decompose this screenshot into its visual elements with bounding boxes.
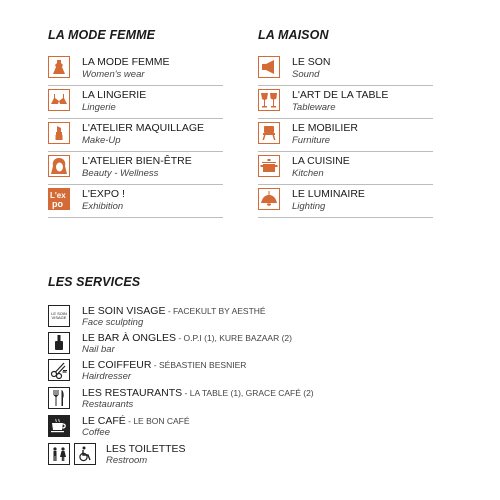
- service-item[interactable]: [48, 305, 368, 333]
- item-name: LE SON: [292, 56, 331, 68]
- item-sub: Lighting: [292, 201, 326, 212]
- chair-icon: [258, 122, 280, 144]
- item-sub: Women's wear: [82, 69, 145, 80]
- bra-icon: [48, 89, 70, 111]
- soin-visage-icon: [48, 305, 70, 327]
- svg-text:po: po: [52, 199, 63, 209]
- service-provider: - LE BON CAFÉ: [125, 416, 190, 426]
- service-provider: - LA TABLE (1), GRACE CAFÉ (2): [182, 388, 314, 398]
- item-sub: Sound: [292, 69, 320, 80]
- service-provider: - SÉBASTIEN BESNIER: [151, 360, 247, 370]
- service-sub: Face sculpting: [82, 317, 144, 328]
- list-item[interactable]: [258, 185, 433, 218]
- item-name: LA CUISINE: [292, 155, 350, 167]
- pot-icon: [258, 155, 280, 177]
- item-sub: Lingerie: [82, 102, 116, 113]
- service-sub: Nail bar: [82, 344, 115, 355]
- service-provider: - FACEKULT BY AESTHÉ: [165, 306, 266, 316]
- service-title: LE SOIN VISAGE: [82, 305, 166, 317]
- list-item[interactable]: [258, 119, 433, 152]
- coffee-cup-icon: [48, 415, 70, 437]
- cutlery-icon: [48, 387, 70, 409]
- lipstick-icon: [48, 122, 70, 144]
- item-sub: Kitchen: [292, 168, 324, 179]
- item-name: L'ATELIER MAQUILLAGE: [82, 122, 205, 134]
- service-title: LES TOILETTES: [106, 443, 186, 455]
- speaker-icon: [258, 56, 280, 78]
- service-provider: - O.P.I (1), KURE BAZAAR (2): [175, 333, 292, 343]
- list-item[interactable]: [48, 53, 223, 86]
- item-name: L'ATELIER BIEN-ÊTRE: [82, 155, 192, 167]
- svg-text:L'ex: L'ex: [50, 191, 66, 200]
- service-sub: Hairdresser: [82, 371, 132, 382]
- service-sub: Coffee: [82, 427, 110, 438]
- service-item[interactable]: [48, 332, 368, 360]
- service-name: [82, 305, 266, 317]
- service-name: [82, 443, 186, 455]
- service-title: LE COIFFEUR: [82, 359, 152, 371]
- list-item[interactable]: [48, 119, 223, 152]
- service-name: [82, 415, 190, 427]
- heading-mode-femme: LA MODE FEMME: [48, 28, 156, 42]
- nail-polish-icon: [48, 332, 70, 354]
- heading-les-services: LES SERVICES: [48, 275, 141, 289]
- scissors-comb-icon: [48, 359, 70, 381]
- item-name: LA LINGERIE: [82, 89, 147, 101]
- service-name: [82, 387, 314, 399]
- expo-logo-icon: [48, 188, 70, 210]
- item-sub: Make-Up: [82, 135, 121, 146]
- item-sub: Beauty - Wellness: [82, 168, 159, 179]
- soin-visage-icon-label: LE SOIN VISAGE: [51, 310, 67, 320]
- item-sub: Furniture: [292, 135, 331, 146]
- item-name: L'ART DE LA TABLE: [292, 89, 389, 101]
- glasses-icon: [258, 89, 280, 111]
- list-item[interactable]: [258, 53, 433, 86]
- service-title: LE CAFÉ: [82, 415, 126, 427]
- service-sub: Restaurants: [82, 399, 134, 410]
- item-name: LE MOBILIER: [292, 122, 358, 134]
- face-icon: [48, 155, 70, 177]
- service-sub: Restroom: [106, 455, 148, 466]
- service-item[interactable]: [48, 387, 368, 415]
- lamp-icon: [258, 188, 280, 210]
- maison-list: [258, 53, 433, 218]
- item-name: L'EXPO !: [82, 188, 125, 200]
- service-name: [82, 359, 246, 371]
- service-name: [82, 332, 292, 344]
- list-item[interactable]: [48, 185, 223, 218]
- item-name: LE LUMINAIRE: [292, 188, 365, 200]
- list-item[interactable]: [48, 152, 223, 185]
- list-item[interactable]: [48, 86, 223, 119]
- item-name: LA MODE FEMME: [82, 56, 170, 68]
- dress-icon: [48, 56, 70, 78]
- item-sub: Tableware: [292, 102, 336, 113]
- service-item[interactable]: [48, 359, 368, 387]
- list-item[interactable]: [258, 152, 433, 185]
- service-title: LE BAR À ONGLES: [82, 332, 176, 344]
- service-title: LES RESTAURANTS: [82, 387, 183, 399]
- restroom-men-women-icon: [48, 443, 70, 465]
- list-item[interactable]: [258, 86, 433, 119]
- heading-la-maison: LA MAISON: [258, 28, 329, 42]
- service-item[interactable]: [48, 443, 368, 471]
- femme-list: [48, 53, 223, 218]
- service-item[interactable]: [48, 415, 368, 443]
- item-sub: Exhibition: [82, 201, 124, 212]
